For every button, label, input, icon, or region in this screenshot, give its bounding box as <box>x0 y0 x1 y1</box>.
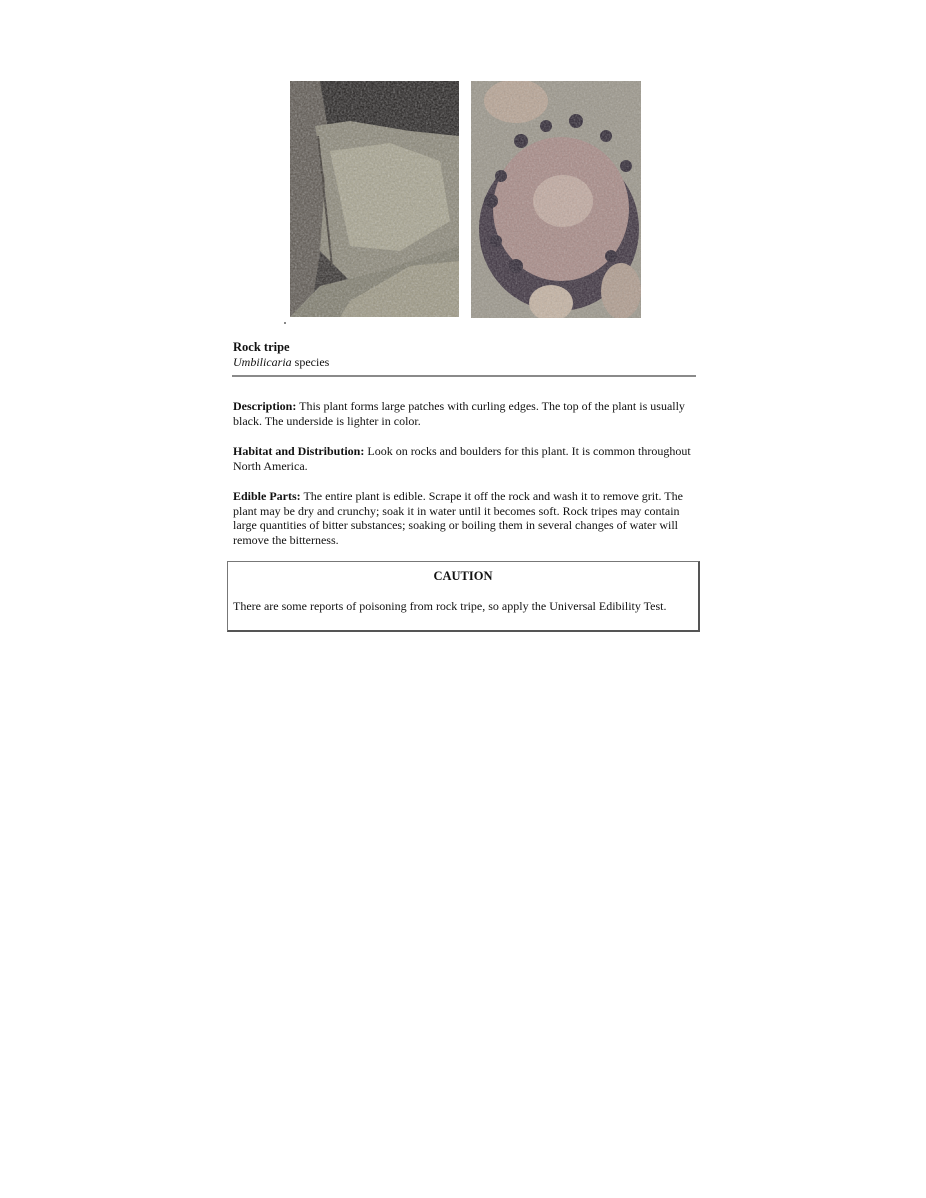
rock-tripe-closeup-photo <box>471 81 641 318</box>
plant-genus: Umbilicaria <box>233 355 292 369</box>
plant-scientific-name <box>233 355 329 370</box>
edible-parts-paragraph <box>233 489 699 547</box>
edible-parts-text: The entire plant is edible. Scrape it off the rock and wash it to remove grit. The plant may be dry and crunchy; soak it in water until it becomes soft. Rock tripes may contain large quantities of bitter substances; soaking or boiling them in several changes of water will remove the bitterness. <box>233 489 683 547</box>
caution-text: There are some reports of poisoning from rock tripe, so apply the Universal Edibility Test. <box>233 599 667 613</box>
description-label: Description: <box>233 399 297 413</box>
description-text: This plant forms large patches with curling edges. The top of the plant is usually black. The underside is lighter in color. <box>233 399 685 428</box>
habitat-label: Habitat and Distribution: <box>233 444 365 458</box>
caution-box <box>227 561 700 632</box>
plant-common-name: Rock tripe <box>233 340 290 354</box>
scan-speck <box>284 322 286 324</box>
habitat-text: Look on rocks and boulders for this plant. It is common throughout North America. <box>233 444 691 473</box>
caution-title: CAUTION <box>433 569 493 583</box>
edible-parts-label: Edible Parts: <box>233 489 301 503</box>
section-divider <box>232 375 696 377</box>
description-paragraph <box>233 399 699 428</box>
plant-species-suffix: species <box>294 355 330 369</box>
rock-tripe-on-boulder-photo <box>290 81 459 317</box>
habitat-paragraph <box>233 444 699 473</box>
